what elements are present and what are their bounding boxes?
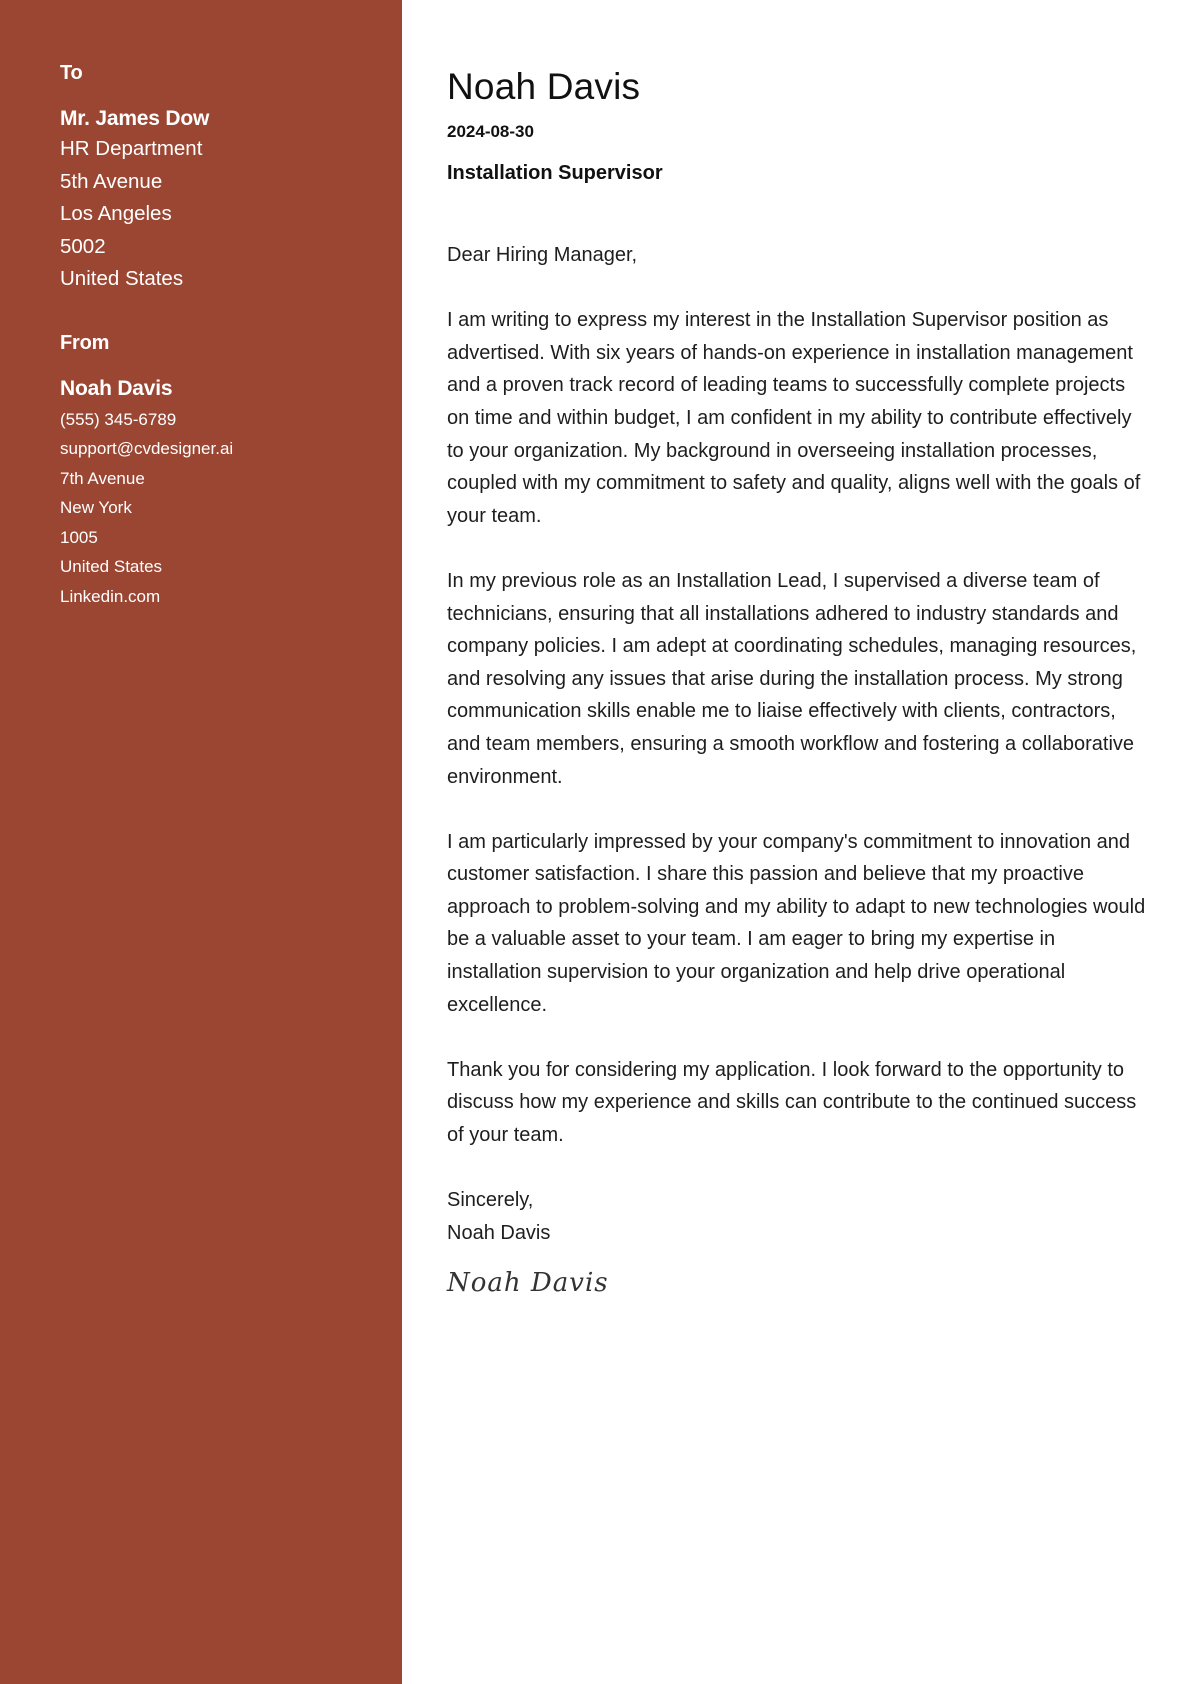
salutation: Dear Hiring Manager, [447,244,638,266]
recipient-city: Los Angeles [60,202,172,225]
letter-subject: Installation Supervisor [447,162,663,184]
sender-contact [60,405,402,612]
from-heading: From [60,331,110,354]
recipient-address [60,133,402,296]
sender-email: support@cvdesigner.ai [60,439,234,458]
sender-country: United States [60,557,163,576]
closing: Sincerely, [447,1189,534,1212]
sender-postcode: 1005 [60,527,98,547]
recipient-country: United States [60,267,184,290]
paragraph: In my previous role as an Installation Lead, I supervised a diverse team of technicians, ensuring that all installations adhered to industry standards and company policies. I am adept at coordinating schedules, managing resources, and resolving any issues that arise during the installation process. My strong communication skills enable me to liaise effectively with clients, contractors, and team members, ensuring a smooth workflow and fostering a collaborative environment. [447,569,1137,788]
sidebar [0,0,402,1684]
sender-section [60,332,402,612]
recipient-name: Mr. James Dow [60,107,210,130]
handwritten-signature: Noah Davis [447,1268,609,1299]
letter-content [447,239,1152,1300]
sender-city: New York [60,498,132,517]
recipient-department: HR Department [60,137,203,160]
sender-sidebar-name: Noah Davis [60,376,173,400]
to-heading: To [60,62,83,84]
closing-name: Noah Davis [447,1221,551,1244]
sender-street: 7th Avenue [60,468,145,488]
recipient-street: 5th Avenue [60,169,163,193]
recipient-postcode: 5002 [60,234,106,258]
letter-date: 2024-08-30 [447,122,534,141]
paragraph: I am writing to express my interest in the Installation Supervisor position as advertised. With six years of hands-on experience in installation management and a proven track record of leading teams to successfully complete projects on time and within budget, I am confident in my ability to contribute effectively to your organization. My background in overseeing installation processes, coupled with my commitment to safety and quality, aligns well with the goals of your team. [447,309,1141,527]
sender-linkedin: Linkedin.com [60,586,161,606]
sender-name-heading: Noah Davis [447,66,641,107]
recipient-section [60,62,402,296]
paragraph: Thank you for considering my application. I look forward to the opportunity to discuss how my experience and skills can contribute to the continued success of your team. [447,1058,1137,1147]
closing-block [447,1184,1152,1249]
letter-body [402,0,1200,1684]
paragraph: I am particularly impressed by your company's commitment to innovation and customer satisfaction. I share this passion and believe that my proactive approach to problem-solving and my ability to adapt to new technologies would be a valuable asset to your team. I am eager to bring my expertise in installation supervision to your organization and help drive operational excellence. [447,830,1146,1016]
sender-phone: (555) 345-6789 [60,409,177,429]
